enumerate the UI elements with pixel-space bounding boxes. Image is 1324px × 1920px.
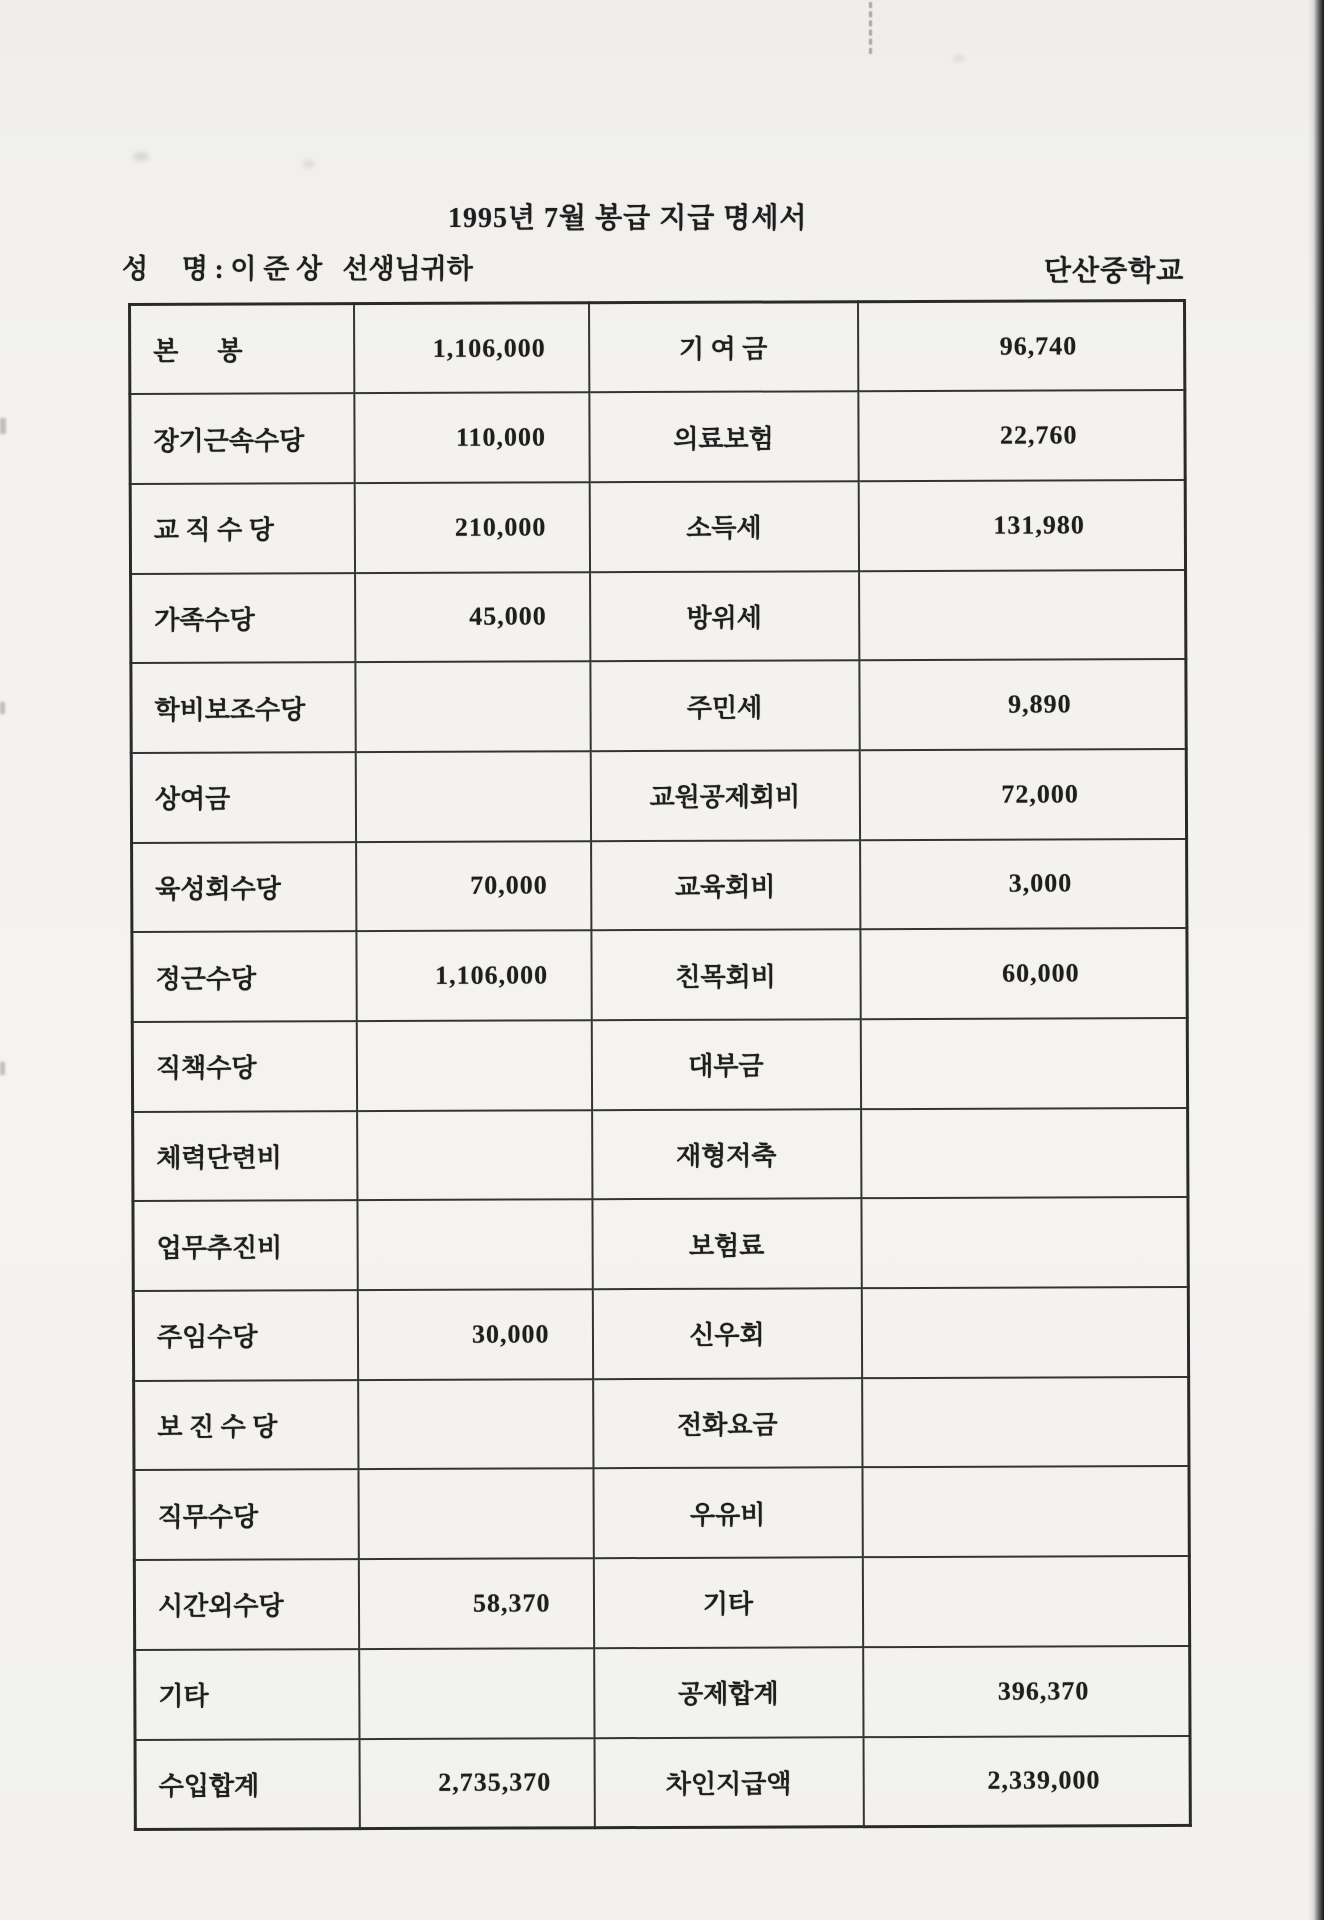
table-row: [131, 749, 1186, 843]
deduction-label-cell: 소득세: [589, 481, 858, 572]
deduction-value-cell: 3,000: [860, 839, 1187, 930]
income-value-cell: [358, 1469, 593, 1560]
deduction-label-cell: 신우회: [592, 1288, 861, 1379]
table-row: [134, 1377, 1189, 1471]
table-row: [135, 1735, 1190, 1829]
income-label-cell: 육성회수당: [132, 842, 356, 933]
deduction-value-cell: 396,370: [863, 1646, 1190, 1737]
deduction-label-cell: 주민세: [590, 660, 859, 751]
scan-smudge: [953, 55, 965, 62]
income-label-cell: 상여금: [131, 752, 355, 843]
deduction-value-cell: [861, 1287, 1188, 1378]
salary-table: [128, 299, 1192, 1831]
deduction-value-cell: [860, 1018, 1187, 1109]
income-label-cell: 가족수당: [131, 573, 355, 664]
table-row: [130, 480, 1185, 574]
income-value-cell: [357, 1200, 592, 1291]
deduction-value-cell: 72,000: [859, 749, 1186, 840]
table-row: [134, 1466, 1189, 1560]
scan-edge-mark: [0, 1062, 5, 1075]
table-row: [131, 659, 1186, 753]
scan-smudge: [303, 160, 314, 168]
income-label-cell: 업무추진비: [133, 1201, 357, 1292]
income-label-cell: 시간외수당: [134, 1559, 358, 1650]
table-row: [133, 1287, 1188, 1381]
income-value-cell: [359, 1648, 594, 1739]
income-value-cell: 45,000: [355, 572, 590, 663]
deduction-value-cell: 131,980: [858, 480, 1185, 571]
table-row: [130, 300, 1185, 394]
scan-edge-mark: [0, 418, 6, 434]
deduction-label-cell: 우유비: [593, 1468, 862, 1559]
deduction-label-cell: 보험료: [592, 1199, 861, 1290]
income-value-cell: [355, 751, 590, 842]
scan-dark-edge: [1308, 0, 1324, 1920]
income-label-cell: 주임수당: [133, 1290, 357, 1381]
deduction-value-cell: [861, 1197, 1188, 1288]
fold-mark: [869, 2, 872, 54]
table-row: [134, 1556, 1189, 1650]
deduction-label-cell: 전화요금: [593, 1378, 862, 1469]
deduction-label-cell: 기타: [593, 1557, 862, 1648]
income-label-cell: 직무수당: [134, 1470, 358, 1561]
deduction-value-cell: 60,000: [860, 928, 1187, 1019]
deduction-label-cell: 교육회비: [591, 840, 860, 931]
school-name: 단산중학교: [1044, 256, 1185, 287]
deduction-label-cell: 공제합계: [594, 1647, 863, 1738]
income-label-cell: 체력단련비: [133, 1111, 357, 1202]
deduction-value-cell: [861, 1108, 1188, 1199]
table-row: [132, 839, 1187, 933]
table-row: [135, 1646, 1190, 1740]
scan-edge-mark: [0, 702, 5, 714]
deduction-value-cell: 2,339,000: [863, 1735, 1190, 1826]
scan-smudge: [133, 152, 149, 161]
deduction-value-cell: [862, 1377, 1189, 1468]
deduction-label-cell: 대부금: [591, 1019, 860, 1110]
deduction-value-cell: [862, 1466, 1189, 1557]
table-row: [130, 390, 1185, 484]
deduction-label-cell: 교원공제회비: [590, 750, 859, 841]
salary-table-body: [130, 300, 1191, 1829]
deduction-label-cell: 방위세: [590, 571, 859, 662]
income-value-cell: 70,000: [356, 841, 591, 932]
income-value-cell: [358, 1379, 593, 1470]
deduction-label-cell: 재형저축: [592, 1109, 861, 1200]
deduction-value-cell: 96,740: [858, 300, 1185, 391]
deduction-value-cell: [862, 1556, 1189, 1647]
income-value-cell: 210,000: [354, 482, 589, 573]
income-value-cell: 1,106,000: [354, 303, 589, 394]
table-row: [132, 1018, 1187, 1112]
page-title: 1995년 7월 봉급 지급 명세서: [448, 203, 808, 234]
income-value-cell: 30,000: [357, 1289, 592, 1380]
income-value-cell: 110,000: [354, 392, 589, 483]
income-label-cell: 직책수당: [132, 1021, 356, 1112]
table-row: [132, 928, 1187, 1022]
deduction-value-cell: 9,890: [859, 659, 1186, 750]
income-value-cell: 58,370: [358, 1558, 593, 1649]
income-value-cell: [355, 661, 590, 752]
income-label-cell: 학비보조수당: [131, 662, 355, 753]
deduction-value-cell: 22,760: [858, 390, 1185, 481]
income-label-cell: 보 진 수 당: [134, 1380, 358, 1471]
deduction-label-cell: 친목회비: [591, 930, 860, 1021]
table-row: [131, 570, 1186, 664]
deduction-label-cell: 의료보험: [589, 391, 858, 482]
recipient-name-line: 성 명 : 이 준 상 선생님귀하: [122, 254, 473, 284]
income-value-cell: [357, 1110, 592, 1201]
deduction-value-cell: [859, 570, 1186, 661]
income-label-cell: 정근수당: [132, 931, 356, 1022]
table-row: [133, 1108, 1188, 1202]
income-label-cell: 수입합계: [135, 1739, 359, 1830]
income-value-cell: 2,735,370: [359, 1738, 594, 1829]
income-value-cell: [356, 1020, 591, 1111]
income-value-cell: 1,106,000: [356, 931, 591, 1022]
table-row: [133, 1197, 1188, 1291]
income-label-cell: 교 직 수 당: [130, 483, 354, 574]
income-label-cell: 기타: [135, 1649, 359, 1740]
deduction-label-cell: 기 여 금: [589, 302, 858, 393]
income-label-cell: 본 봉: [130, 304, 354, 395]
income-label-cell: 장기근속수당: [130, 393, 354, 484]
deduction-label-cell: 차인지급액: [594, 1737, 863, 1828]
